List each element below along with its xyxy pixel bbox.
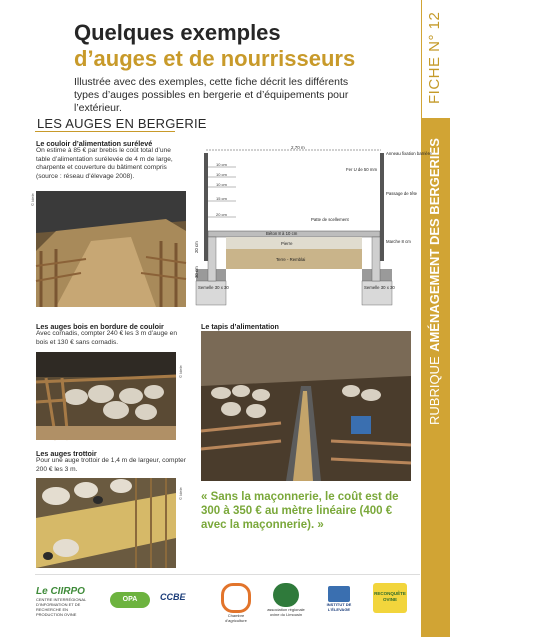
section-underline [35,131,175,132]
svg-text:Pierre: Pierre [281,241,293,246]
photo-auges-bois [36,352,176,440]
svg-text:Marche 8 cm: Marche 8 cm [386,239,411,244]
opa-logo: OPA [110,592,150,612]
svg-text:Passage de tête: Passage de tête [386,191,418,196]
svg-text:Semelle 30 x 30: Semelle 30 x 30 [364,285,395,290]
svg-text:20 cm: 20 cm [216,212,227,217]
photo-auges-trottoir [36,478,176,568]
trottoir-heading: Les auges trottoir [36,449,97,458]
photo-tapis-alimentation [201,331,411,481]
footer-divider [35,574,420,575]
svg-text:Terre - Remblai: Terre - Remblai [276,257,306,262]
arol-logo: association régionale ovine du Limousin [266,583,306,617]
svg-text:Anneau fixation barrière: Anneau fixation barrière [386,151,432,156]
reconquete-ovine-logo: RECONQUÊTE OVINE [370,583,410,613]
cost-quote: « Sans la maçonnerie, le coût est de 300 à 350 € au mètre linéaire (400 € avec la maçonnerie). » [201,491,399,531]
page-title-line2: d’auges et de nourrisseurs [74,46,356,71]
bois-text: Avec cornadis, compter 240 € les 3 m d’auge en bois et 130 € sans cornadis. [36,330,177,346]
svg-text:10 cm: 10 cm [216,162,227,167]
dim-top: 2,70 m [291,145,305,150]
photo-credit: © Idele [30,193,35,206]
ciirpo-logo: Le CIIRPO CENTRE INTERRÉGIONAL D’INFORMATION ET DE RECHERCHE EN PRODUCTION OVINE [36,586,87,617]
photo-credit: © Idele [178,365,183,378]
svg-text:Patte de scellement: Patte de scellement [311,217,349,222]
trottoir-text: Pour une auge trottoir de 1,4 m de largeur, compter 200 € les 3 m. [36,457,186,473]
svg-text:30 cm: 30 cm [194,266,199,278]
intro-text: Illustrée avec des exemples, cette fiche décrit les différents types d’auges possibles en bergerie et d’équipements pour l’extérieur. [74,76,349,114]
svg-text:15 cm: 15 cm [216,196,227,201]
couloir-heading: Le couloir d’alimentation surélevé [36,139,153,148]
couloir-text: On estime à 85 € par brebis le coût total d’une table d’alimentation surélevée de 4 m de large, charpente et couverture du bâtiment compris (source : réseau d’élevage 2008). [36,147,173,180]
svg-text:Fer U de 50 mm: Fer U de 50 mm [346,167,378,172]
institut-elevage-logo: INSTITUT DE L'ÉLEVAGE [316,586,362,612]
chambre-agriculture-logo: Chambre d'agriculture [218,583,254,623]
svg-text:10 cm: 10 cm [216,182,227,187]
svg-text:10 cm: 10 cm [216,172,227,177]
page-title-line1: Quelques exemples [74,20,281,45]
photo-couloir [36,191,186,307]
tapis-heading: Le tapis d’alimentation [201,322,279,331]
section-title: LES AUGES EN BERGERIE [37,116,207,131]
svg-text:Béton 8 à 10 cm: Béton 8 à 10 cm [266,231,298,236]
svg-text:20 cm: 20 cm [194,241,199,253]
svg-text:Semelle 30 x 30: Semelle 30 x 30 [198,285,229,290]
bois-heading: Les auges bois en bordure de couloir [36,322,164,331]
photo-credit: © Idele [178,487,183,500]
auge-cross-section-diagram [194,143,432,307]
ccbe-logo: CCBE [160,592,186,602]
